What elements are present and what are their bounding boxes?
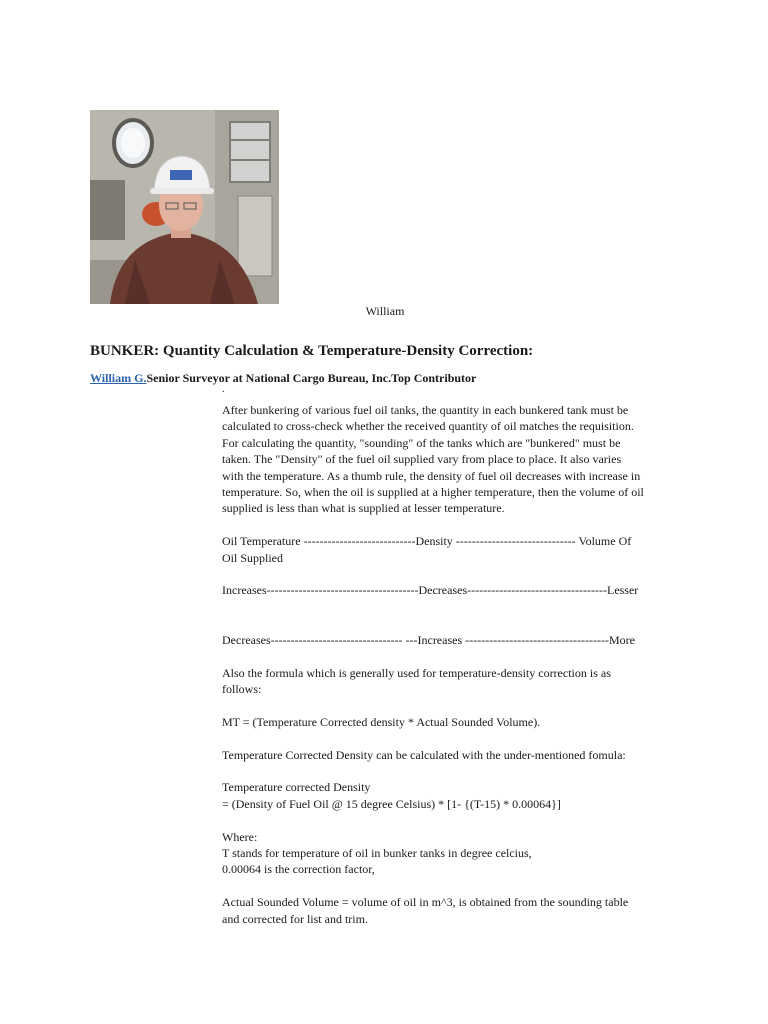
intro-line: For calculating the quantity, "sounding" of the tanks which are "bunkered" must be bbox=[222, 435, 621, 450]
article-title: BUNKER: Quantity Calculation & Temperature-Density Correction: bbox=[90, 343, 534, 359]
author-byline bbox=[90, 371, 730, 386]
author-link[interactable]: William G. bbox=[90, 371, 147, 385]
where-line: T stands for temperature of oil in bunker tanks in degree celcius, bbox=[222, 846, 532, 861]
tcd-formula: = (Density of Fuel Oil @ 15 degree Celsius) * [1- {(T-15) * 0.00064}] bbox=[222, 796, 561, 811]
table-row-decreases: Decreases--------------------------------- ---Increases ------------------------------------More bbox=[222, 632, 635, 647]
table-row-increases: Increases--------------------------------------Decreases-----------------------------------Lesser bbox=[222, 583, 639, 598]
formula-mt: MT = (Temperature Corrected density * Actual Sounded Volume). bbox=[222, 714, 541, 729]
author-role: Senior Surveyor at National Cargo Bureau, Inc.Top Contributor bbox=[146, 371, 477, 385]
intro-line: After bunkering of various fuel oil tanks, the quantity in each bunkered tank must be bbox=[222, 403, 629, 417]
intro-line: with the temperature. As a thumb rule, the density of fuel oil decreases with increase in bbox=[222, 468, 641, 483]
intro-line: calculated to cross-check whether the received quantity of oil matches the requisition. bbox=[222, 419, 634, 434]
intro-line: taken. The "Density" of the fuel oil supplied vary from place to place. It also varies bbox=[222, 452, 622, 467]
intro-line: temperature. So, when the oil is supplied at a higher temperature, then the volume of oil bbox=[222, 485, 644, 500]
tcd-intro: Temperature Corrected Density can be calculated with the under-mentioned fomula: bbox=[222, 747, 626, 762]
article-body bbox=[222, 402, 672, 927]
asv-line: and corrected for list and trim. bbox=[222, 911, 368, 926]
where-line: 0.00064 is the correction factor, bbox=[222, 862, 375, 877]
where-label: Where: bbox=[222, 829, 258, 844]
table-header: Oil Temperature ----------------------------Density ------------------------------ Volume Of bbox=[222, 534, 632, 549]
formula-intro-cont: follows: bbox=[222, 682, 262, 697]
separator-dot: . bbox=[222, 384, 225, 395]
tcd-label: Temperature corrected Density bbox=[222, 780, 371, 795]
formula-intro: Also the formula which is generally used for temperature-density correction is as bbox=[222, 665, 611, 680]
photo-caption: William bbox=[365, 304, 405, 318]
intro-line: supplied is less than what is supplied at lesser temperature. bbox=[222, 501, 505, 516]
table-header-cont: Oil Supplied bbox=[222, 550, 284, 565]
author-photo bbox=[90, 110, 279, 304]
asv-line: Actual Sounded Volume = volume of oil in m^3, is obtained from the sounding table bbox=[222, 895, 629, 910]
